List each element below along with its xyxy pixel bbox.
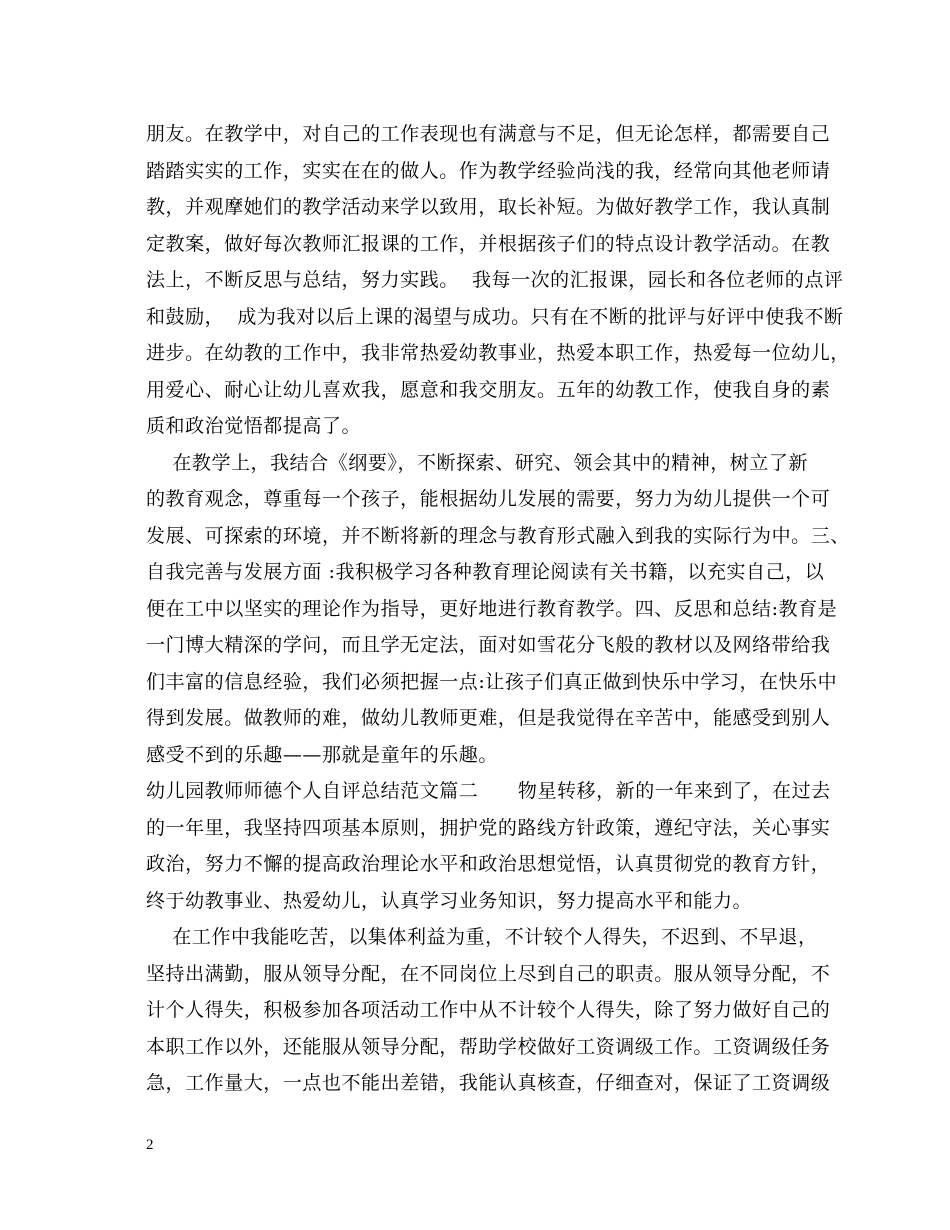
- text-line: 一门博大精深的学问，而且学无定法，面对如雪花分飞般的教材以及网络带给我: [146, 634, 831, 656]
- text-line: 便在工中以坚实的理论作为指导，更好地进行教育教学。四、反思和总结:教育是: [146, 597, 838, 620]
- text-line: 在教学上，我结合《纲要》，不断探索、研究、领会其中的精神，树立了新: [146, 451, 809, 474]
- text-line: 教，并观摩她们的教学活动来学以致用，取长补短。为做好教学工作，我认真制: [146, 196, 831, 218]
- text-line: 自我完善与发展方面 :我积极学习各种教育理论阅读有关书籍，以充实自己，以: [146, 561, 825, 583]
- text-line: 在工作中我能吃苦，以集体利益为重，不计较个人得失，不迟到、不早退，: [146, 926, 818, 948]
- text-line: 政治，努力不懈的提高政治理论水平和政治思想觉悟，认真贯彻党的教育方针，: [146, 853, 831, 875]
- text-line: 法上，不断反思与总结，努力实践。 我每一次的汇报课，园长和各位老师的点评: [146, 269, 844, 291]
- text-line: 急，工作量大，一点也不能出差错，我能认真核查，仔细查对，保证了工资调级: [146, 1072, 831, 1094]
- text-line: 用爱心、耐心让幼儿喜欢我，愿意和我交朋友。五年的幼教工作，使我自身的素: [146, 378, 831, 401]
- text-line: 本职工作以外，还能服从领导分配，帮助学校做好工资调级工作。工资调级任务: [146, 1035, 831, 1058]
- text-line: 计个人得失，积极参加各项活动工作中从不计较个人得失，除了努力做好自己的: [146, 999, 831, 1021]
- text-line: 坚持出满勤，服从领导分配，在不同岗位上尽到自己的职责。服从领导分配，不: [146, 962, 831, 985]
- text-line: 们丰富的信息经验，我们必须把握一点:让孩子们真正做到快乐中学习，在快乐中: [146, 670, 838, 693]
- text-line: 得到发展。做教师的难，做幼儿教师更难，但是我觉得在辛苦中，能感受到别人: [146, 707, 831, 729]
- page-number: 2: [146, 1137, 154, 1153]
- body-text: [146, 116, 850, 1102]
- text-line: 的教育观念，尊重每一个孩子，能根据幼儿发展的需要，努力为幼儿提供一个可: [146, 488, 831, 510]
- text-line: 幼儿园教师师德个人自评总结范文篇二 物星转移，新的一年来到了，在过去: [146, 780, 831, 802]
- text-line: 和鼓励， 成为我对以后上课的渴望与成功。只有在不断的批评与好评中使我不断: [146, 305, 844, 328]
- text-line: 终于幼教事业、热爱幼儿，认真学习业务知识，努力提高水平和能力。: [146, 889, 753, 912]
- text-line: 的一年里，我坚持四项基本原则，拥护党的路线方针政策，遵纪守法，关心事实: [146, 816, 831, 839]
- text-line: 发展、可探索的环境，并不断将新的理念与教育形式融入到我的实际行为中。三、: [146, 524, 850, 547]
- text-line: 踏踏实实的工作，实实在在的做人。作为教学经验尚浅的我，经常向其他老师请: [146, 159, 831, 182]
- text-line: 质和政治觉悟都提高了。: [146, 415, 362, 437]
- text-line: 进步。在幼教的工作中，我非常热爱幼教事业，热爱本职工作，热爱每一位幼儿，: [146, 342, 850, 364]
- text-line: 朋友。在教学中，对自己的工作表现也有满意与不足，但无论怎样，都需要自己: [146, 123, 831, 145]
- text-line: 感受不到的乐趣——那就是童年的乐趣。: [146, 743, 498, 766]
- text-line: 定教案，做好每次教师汇报课的工作，并根据孩子们的特点设计教学活动。在教: [146, 232, 831, 255]
